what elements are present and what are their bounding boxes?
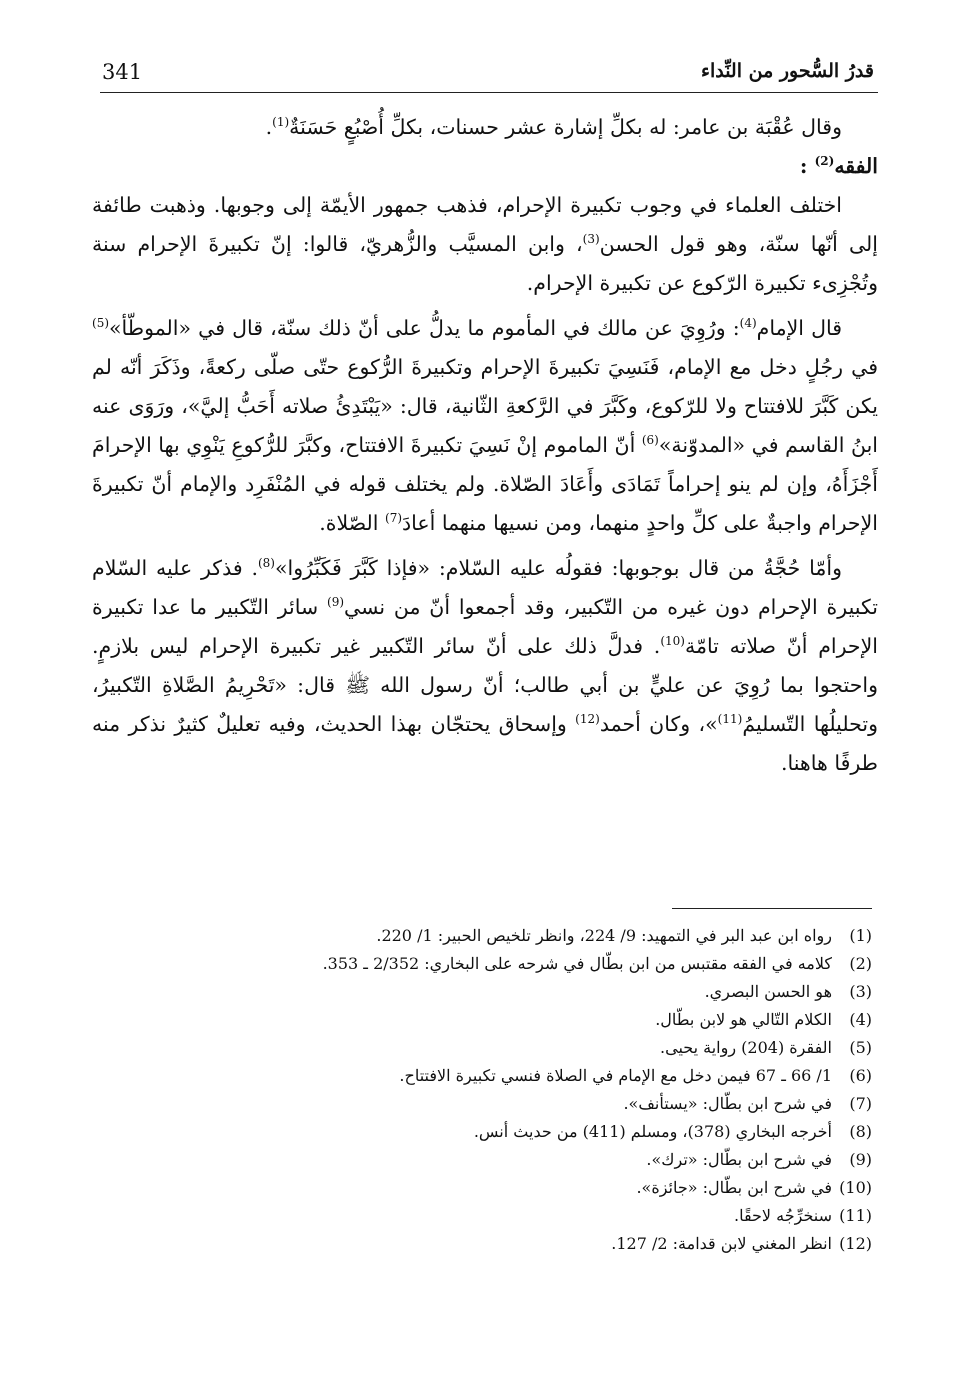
footnote-ref-3: (3) xyxy=(582,232,600,247)
paragraph-evidence: وأمّا حُجَّةُ من قال بوجوبها: فقولُه عليه السّلام: «فإذا كَبَّرَ فَكَبِّرُوا»$^{(8)}$. فذكر عليه السّلام تكبيرة الإحرام دون غيره من التّكبير، وقد أجمعوا أنّ من نسي$^{(9)}$ سائر التّكبير ما عدا تكبيرة الإحرام أنّ صلاته تامّة$^{(10)}$. فدلَّ ذلك على أنّ سائر التّكبير غير تكبيرة الإحرام ليس بلازمٍ. واحتجوا بما رُوِيَ عن عليٍّ بن أبي طالب؛ أنّ رسول الله ﷺ قال: «تَحْرِيمُ الصَّلاةِ التّكبيرُ، وتحليلُها التّسليمُ$^{(11)}$»، وكان أحمد$^{(12)}$ وإسحاق يحتجّان بهذا الحديث، وفيه تعليلٌ كثيرٌ نذكر منه طرفًا هاهنا. xyxy=(92,556,878,775)
paragraph-takbir-ruling: اختلف العلماء في وجوب تكبيرة الإحرام، فذهب جمهور الأيمّة إلى وجوبها. وذهبت طائفة إلى أنّها سنّة، وهو قول الحسن$^{(3)}$، وابن المسيَّب والزُّهريّ، قالوا: إنّ تكبيرةَ الإحرام سنة وتُجْزِىء تكبيرة الرّكوع عن تكبيرة الإحرام. xyxy=(92,193,878,295)
page-header xyxy=(100,58,878,93)
footnote-ref-12: (12) xyxy=(575,712,600,727)
footnote-item: (6) 1/ 66 ـ 67 فيمن دخل مع الإمام في الصلاة فنسي تكبيرة الافتتاح. xyxy=(399,1066,872,1085)
footnote-item: (11) سنخرِّجُه لاحقًا. xyxy=(733,1206,872,1225)
footnote-ref-2: (2) xyxy=(814,154,835,169)
footnote-item: (9) في شرح ابن بطّال: «ترك». xyxy=(646,1150,872,1169)
footnote-item: (3) هو الحسن البصري. xyxy=(704,982,872,1001)
footnote-item: (5) الفقرة (204) رواية يحيى. xyxy=(660,1038,872,1057)
footnote-ref-9: (9) xyxy=(327,595,345,610)
footnote-item: (1) رواه ابن عبد البر في التمهيد: 9/ 224، وانظر تلخيص الحبير: 1/ 220. xyxy=(376,926,872,945)
footnote-ref-11: (11) xyxy=(717,712,743,727)
footnote-item: (7) في شرح ابن بطّال: «يستأنف». xyxy=(623,1094,872,1113)
footnote-item: (2) كلامه في الفقه مقتبس من ابن بطّال في شرحه على البخاري: 2/352 ـ 353. xyxy=(322,954,872,973)
paragraph-uqba: وقال عُقْبَة بن عامر: له بكلِّ إشارة عشر حسنات، بكلِّ أُصْبُعٍ حَسَنَةٌ$^{(1)}$. xyxy=(265,115,842,139)
footnote-ref-10: (10) xyxy=(660,634,685,649)
footnote-ref-4: (4) xyxy=(739,316,757,331)
footnote-ref-6: (6) xyxy=(641,433,659,448)
main-text xyxy=(92,108,878,783)
footnote-ref-8: (8) xyxy=(257,556,275,571)
running-title: قدرُ السُّحور من النِّداء xyxy=(701,60,874,82)
footnote-item: (4) الكلام التّالي هو لابن بطّال. xyxy=(655,1010,872,1029)
paragraph-imam-malik: قال الإمام$^{(4)}$: ورُوِيَ عن مالك في المأموم ما يدلُّ على أنّ ذلك سنّة، قال في «الموطّأ»$^{(5)}$ في رجُلٍ دخل مع الإمام، فَنَسِيَ تكبيرةَ الإحرام وتكبيرةَ الرُّكوع حتّى صلّى ركعةً، وذَكَرَ أنّه لم يكن كَبَّرَ للافتتاح ولا للرّكوع، وكَبَّرَ في الرَّكعةِ الثّانية، قال: «يَبْتَدِئُ صلاته أَحَبُّ إليَّ»، ورَوَى عنه ابنُ القاسم في «المدوّنة»$^{(6)}$ أنّ الماموم إنْ نَسِيَ تكبيرةَ الافتتاح، وكبَّرَ للرُّكوعِ يَنْوِي بها الإحرامَ أَجْزَأَهُ، وإن لم ينو إحراماً تَمَادَى وأَعَادَ الصّلاة. ولم يختلف قوله في المُنْفَرِد والإمام أنّ تكبيرةَ الإحرام واجبةٌ على كلِّ واحدٍ منهما، ومن نسيها منهما أعادَ$^{(7)}$ الصّلاة. xyxy=(92,316,879,535)
footnotes xyxy=(150,922,872,1258)
footnote-item: (12) انظر المغني لابن قدامة: 2/ 127. xyxy=(611,1234,872,1253)
footnote-ref-5: (5) xyxy=(92,316,110,331)
footnote-divider xyxy=(672,908,872,909)
fiqh-heading: الفقه$^{(2)}$ : xyxy=(799,154,878,178)
footnote-ref-1: (1) xyxy=(272,115,290,130)
footnote-item: (8) أخرجه البخاري (378)، ومسلم (411) من حديث أنس. xyxy=(473,1122,872,1141)
footnote-ref-7: (7) xyxy=(385,511,403,526)
footnote-item: (10) في شرح ابن بطّال: «جائزة». xyxy=(636,1178,872,1197)
page-number: 341 xyxy=(102,60,143,84)
